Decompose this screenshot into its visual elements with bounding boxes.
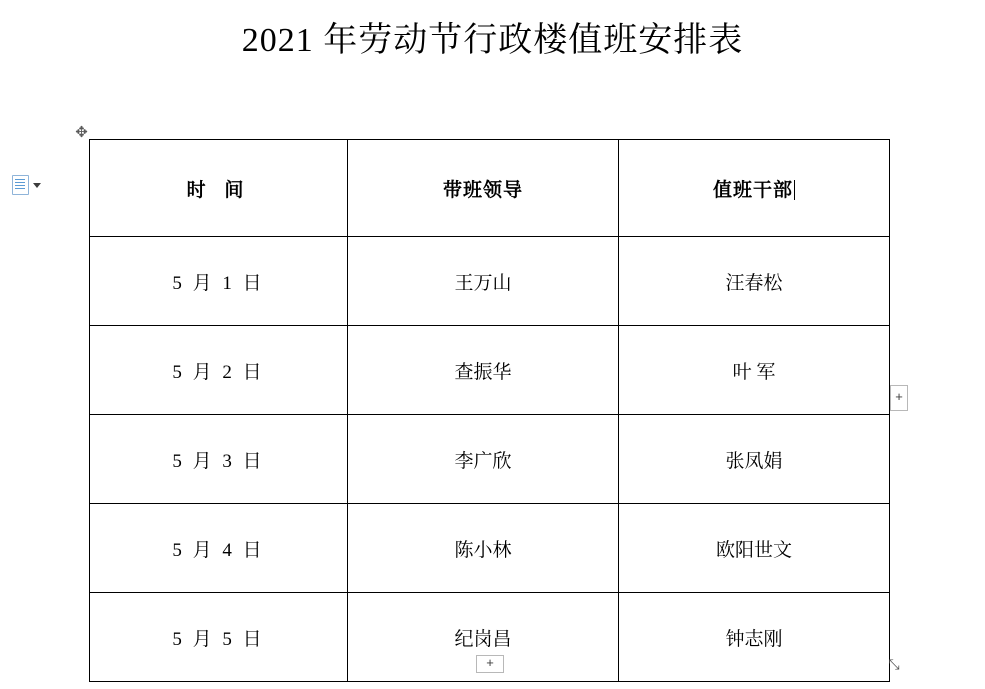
add-row-button[interactable]: + [476, 655, 504, 673]
column-header-officer: 值班干部 [619, 140, 890, 237]
table-header-row [90, 140, 890, 237]
cell-officer[interactable]: 钟志刚 [619, 593, 890, 682]
document-icon [12, 175, 29, 195]
cell-date[interactable]: 5 月 1 日 [90, 237, 348, 326]
cell-leader[interactable]: 纪岗昌 [348, 593, 619, 682]
cell-leader[interactable]: 李广欣 [348, 415, 619, 504]
add-column-button[interactable]: + [890, 385, 908, 411]
cell-officer[interactable]: 张凤娟 [619, 415, 890, 504]
cell-date[interactable]: 5 月 5 日 [90, 593, 348, 682]
duty-table-container [89, 139, 889, 682]
text-cursor [794, 180, 795, 200]
table-row [90, 237, 890, 326]
cell-date[interactable]: 5 月 3 日 [90, 415, 348, 504]
page-title: 2021 年劳动节行政楼值班安排表 [241, 22, 744, 59]
table-row [90, 326, 890, 415]
cell-officer[interactable]: 叶 军 [619, 326, 890, 415]
table-row [90, 415, 890, 504]
paste-options-icon[interactable] [12, 174, 46, 196]
cell-officer[interactable]: 汪春松 [619, 237, 890, 326]
cell-date[interactable]: 5 月 2 日 [90, 326, 348, 415]
chevron-down-icon[interactable] [33, 183, 41, 188]
table-move-handle[interactable]: ✥ [75, 125, 88, 141]
table-resize-handle[interactable]: ⤡ [888, 658, 900, 673]
duty-schedule-table [89, 139, 890, 682]
cell-leader[interactable]: 陈小林 [348, 504, 619, 593]
table-row [90, 504, 890, 593]
cell-leader[interactable]: 查振华 [348, 326, 619, 415]
column-header-leader: 带班领导 [348, 140, 619, 237]
cell-officer[interactable]: 欧阳世文 [619, 504, 890, 593]
cell-leader[interactable]: 王万山 [348, 237, 619, 326]
cell-date[interactable]: 5 月 4 日 [90, 504, 348, 593]
column-header-time: 时 间 [90, 140, 348, 237]
